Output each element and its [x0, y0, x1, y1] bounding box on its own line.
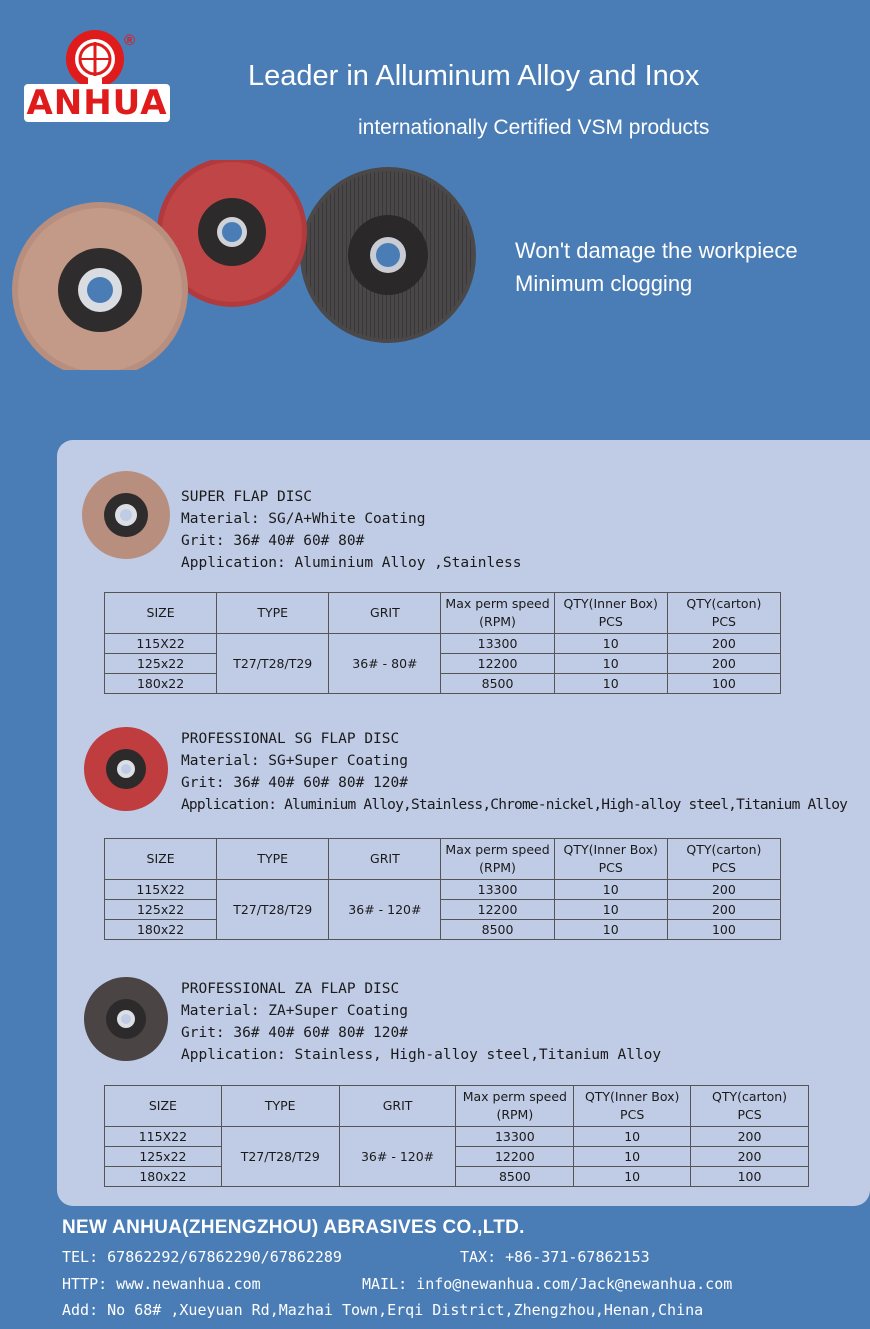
- product-application: Application: Aluminium Alloy,Stainless,Chrome-nickel,High-alloy steel,Titanium Alloy: [181, 797, 848, 813]
- header-size: SIZE: [105, 593, 217, 634]
- feature-no-damage: Won't damage the workpiece: [515, 238, 798, 263]
- product-material: Material: ZA+Super Coating: [181, 1003, 408, 1019]
- telephone: TEL: 67862292/67862290/67862289: [62, 1248, 342, 1266]
- product-material: Material: SG/A+White Coating: [181, 511, 426, 527]
- cell-speed: 13300: [456, 1127, 574, 1147]
- table-row: [105, 1127, 809, 1147]
- cell-speed: 12200: [456, 1147, 574, 1167]
- product-title: PROFESSIONAL SG FLAP DISC: [181, 731, 400, 747]
- address: Add: No 68# ,Xueyuan Rd,Mazhai Town,Erqi District,Zhengzhou,Henan,China: [62, 1301, 704, 1319]
- cell-inner: 10: [554, 880, 667, 900]
- cell-size: 125x22: [105, 900, 217, 920]
- table-header-row: [105, 1086, 809, 1127]
- cell-carton: 100: [691, 1167, 809, 1187]
- header-inner-box: QTY(Inner Box) PCS: [554, 839, 667, 880]
- cell-inner: 10: [574, 1167, 691, 1187]
- header-carton: QTY(carton) PCS: [667, 839, 780, 880]
- header-carton: QTY(carton) PCS: [691, 1086, 809, 1127]
- website: HTTP: www.newanhua.com: [62, 1275, 261, 1293]
- cell-inner: 10: [554, 900, 667, 920]
- hero-flap-discs-image: [10, 160, 480, 370]
- product-title: SUPER FLAP DISC: [181, 489, 312, 505]
- product-application: Application: Stainless, High-alloy steel,Titanium Alloy: [181, 1047, 662, 1063]
- cell-type: T27/T28/T29: [217, 634, 329, 694]
- cell-grit: 36# - 120#: [329, 880, 441, 940]
- header-inner-box: QTY(Inner Box) PCS: [554, 593, 667, 634]
- cell-size: 115X22: [105, 880, 217, 900]
- cell-speed: 8500: [441, 674, 554, 694]
- cell-carton: 200: [691, 1127, 809, 1147]
- header-type: TYPE: [217, 593, 329, 634]
- cell-inner: 10: [574, 1127, 691, 1147]
- header-grit: GRIT: [339, 1086, 456, 1127]
- table-row: [105, 920, 781, 940]
- cell-grit: 36# - 120#: [339, 1127, 456, 1187]
- cell-speed: 13300: [441, 880, 554, 900]
- cell-inner: 10: [574, 1147, 691, 1167]
- table-row: [105, 1147, 809, 1167]
- header-grit: GRIT: [329, 593, 441, 634]
- table-row: [105, 654, 781, 674]
- cell-size: 180x22: [105, 920, 217, 940]
- cell-speed: 8500: [456, 1167, 574, 1187]
- cell-inner: 10: [554, 654, 667, 674]
- cell-carton: 200: [667, 654, 780, 674]
- dark-flap-disc: [300, 167, 476, 343]
- cell-speed: 12200: [441, 900, 554, 920]
- product-grit: Grit: 36# 40# 60# 80# 120#: [181, 1025, 408, 1041]
- cell-carton: 200: [691, 1147, 809, 1167]
- feature-min-clogging: Minimum clogging: [515, 271, 693, 296]
- cell-carton: 100: [667, 674, 780, 694]
- fax: TAX: +86-371-67862153: [460, 1248, 650, 1266]
- header-speed: Max perm speed (RPM): [456, 1086, 574, 1127]
- cell-speed: 12200: [441, 654, 554, 674]
- spec-table: [104, 1085, 809, 1187]
- registered-mark: ®: [124, 32, 136, 49]
- cell-carton: 100: [667, 920, 780, 940]
- product-application: Application: Aluminium Alloy ,Stainless: [181, 555, 522, 571]
- cell-size: 125x22: [105, 654, 217, 674]
- za-flap-disc-image: [83, 976, 173, 1066]
- table-row: [105, 674, 781, 694]
- cell-size: 115X22: [105, 1127, 222, 1147]
- cell-carton: 200: [667, 880, 780, 900]
- cell-size: 180x22: [105, 674, 217, 694]
- table-header-row: [105, 839, 781, 880]
- subheadline: internationally Certified VSM products: [358, 116, 710, 139]
- super-flap-disc-image: [81, 470, 171, 560]
- header-speed: Max perm speed (RPM): [441, 593, 554, 634]
- cell-size: 115X22: [105, 634, 217, 654]
- header-speed: Max perm speed (RPM): [441, 839, 554, 880]
- header-inner-box: QTY(Inner Box) PCS: [574, 1086, 691, 1127]
- product-material: Material: SG+Super Coating: [181, 753, 408, 769]
- cell-carton: 200: [667, 900, 780, 920]
- header-type: TYPE: [221, 1086, 339, 1127]
- cell-size: 125x22: [105, 1147, 222, 1167]
- header-size: SIZE: [105, 1086, 222, 1127]
- product-panel: [57, 440, 870, 1206]
- anhua-logo: [24, 28, 174, 124]
- header-size: SIZE: [105, 839, 217, 880]
- product-title: PROFESSIONAL ZA FLAP DISC: [181, 981, 400, 997]
- email: MAIL: info@newanhua.com/Jack@newanhua.com: [362, 1275, 733, 1293]
- cell-speed: 8500: [441, 920, 554, 940]
- product-grit: Grit: 36# 40# 60# 80#: [181, 533, 365, 549]
- spec-table: [104, 592, 781, 694]
- cell-type: T27/T28/T29: [221, 1127, 339, 1187]
- cell-grit: 36# - 80#: [329, 634, 441, 694]
- header-type: TYPE: [217, 839, 329, 880]
- sg-flap-disc-image: [83, 726, 173, 816]
- cell-carton: 200: [667, 634, 780, 654]
- cell-type: T27/T28/T29: [217, 880, 329, 940]
- company-name: NEW ANHUA(ZHENGZHOU) ABRASIVES CO.,LTD.: [62, 1217, 525, 1238]
- brown-flap-disc: [12, 202, 188, 370]
- cell-inner: 10: [554, 634, 667, 654]
- cell-speed: 13300: [441, 634, 554, 654]
- brand-name: ANHUA: [24, 84, 170, 122]
- table-row: [105, 880, 781, 900]
- cell-size: 180x22: [105, 1167, 222, 1187]
- table-row: [105, 900, 781, 920]
- table-row: [105, 634, 781, 654]
- cell-inner: 10: [554, 920, 667, 940]
- table-row: [105, 1167, 809, 1187]
- table-header-row: [105, 593, 781, 634]
- cell-inner: 10: [554, 674, 667, 694]
- product-grit: Grit: 36# 40# 60# 80# 120#: [181, 775, 408, 791]
- header-carton: QTY(carton) PCS: [667, 593, 780, 634]
- spec-table: [104, 838, 781, 940]
- headline: Leader in Alluminum Alloy and Inox: [248, 60, 700, 92]
- header-grit: GRIT: [329, 839, 441, 880]
- anhua-emblem-icon: [64, 28, 126, 90]
